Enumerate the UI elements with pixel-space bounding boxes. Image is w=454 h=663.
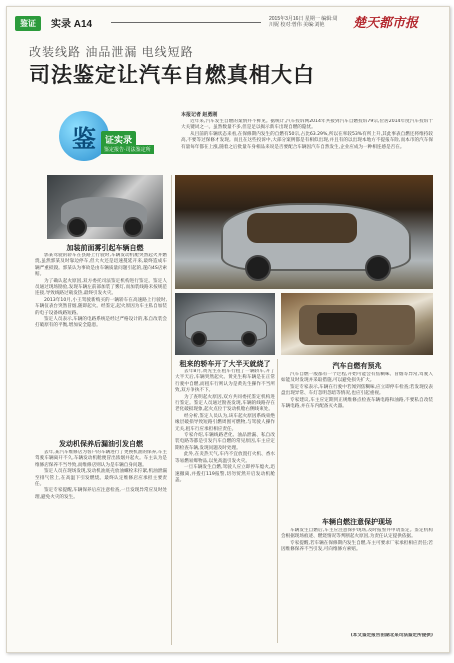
photo-burned-car-large [175,175,433,289]
left-paragraph: 2013年10月,小王驾驶新购买的一辆轿车在高速路上行驶时,车辆仪表台突然冒烟,随即起火。经鉴定,起火原因为车主私自加装的电子设备线路短路。 [35,297,167,316]
left-column-text [35,253,167,435]
left-photo-caption: 加装前面雾引起车辆自燃 [66,245,144,252]
header-rule [111,22,261,23]
section-badge: 鉴证 [15,16,41,31]
article-byline: 本报记者 赵勇刚 [181,112,218,118]
mid-paragraph: 此外,在炎热天气,车内不宜放置打火机、香水等易燃易爆物品,以免高温引发火灾。 [175,452,275,464]
mid-paragraph: 经分析,鉴定人员认为,该车起火原因系线束绝缘层破损导致短路引燃周围可燃物,与驾驶人操作无关,租车行应承担相应责任。 [175,413,275,432]
mid-paragraph: 一旦车辆发生自燃,驾驶人应立即停车熄火,迅速撤离,并拨打119报警,切勿贸然开启发动机舱盖。 [175,465,275,483]
right-section-heading-1: 汽车自燃有预兆 [332,363,382,370]
photo-burned-engine [47,175,163,239]
logo-bubble: 鉴 [59,111,109,161]
column-logo [59,111,163,169]
right-paragraph: 专家建议,车主应定期到正规维修点检查车辆电路和油路,不要私自改装车辆电路,并在车内配备灭火器。 [281,397,433,410]
intro-paragraph: 从目前的车辆状态来看,在保修期内发生的自燃有50宗,占比63.29%,所以在率较53%有所上升,其此事表自燃还将维持较高,不要等过保修才发现。而且在这些投诉中,大部分案例都是有相似出现,并且有的以出现本地方不提报车险,而本市的汽车保有量每年都在上涨,随着之后批量车身相品来说是否要配合车辆因汽车自然发生,企业应成为一种相连感是否在。 [181,131,433,150]
intro-paragraph: 近年来,汽车发生自燃的案情并不鲜见。据统计,汽车投诉网2014年共接到汽车自燃投诉79宗,位居2014年度汽车投诉十大关键词之一。虽然数量不多,但是足以揭示新车出现自燃的隐忧。 [181,119,433,131]
right-paragraph: 专家提醒,若车辆在保修期内发生自燃,车主可要求厂家承担相应责任;若因维修保养不当引发,可向维修方索赔。 [281,540,433,553]
right-paragraph: 车辆发生自燃后,车主应注意保护现场,及时报警并申请鉴定。鉴定机构会根据现场痕迹、燃烧情况等判断起火原因,为责任认定提供依据。 [281,528,433,540]
newspaper-page [6,6,450,653]
right-column-text-2 [281,528,433,628]
left-paragraph: 鉴定人员在现场发现,发动机油底壳放油螺栓未拧紧,机油泄漏至排气管上,在高温下引发燃烧。最终认定维修店应承担主要责任。 [35,469,167,488]
column-divider [171,175,172,645]
right-column-text-1 [281,372,433,512]
mid-column-text [175,369,275,643]
left-paragraph: 去年,某汽车维修店为客户的车辆进行了更换机油的保养,车主驾驶车辆离开不久,车辆发动机舱便冒出浓烟并起火。车主认为是维修店保养不当导致,而维修店则认为是车辆自身问题。 [35,450,167,468]
photo-burned-interior [281,293,433,355]
intro-text [181,119,433,171]
logo-caption: 鉴定报告·司法鉴定所 [101,145,154,154]
logo-label: 证实录 [101,131,136,148]
right-section-heading-2: 车辆自燃注意保护现场 [322,519,392,526]
right-paragraph: 汽车自燃一般都有一个过程,开始可能会有焦糊味、冒烟等异常,驾驶人如能及时发现并采取措施,可以避免损失扩大。 [281,372,433,384]
photo-rental-car [175,293,275,355]
dateline: 2015年3月16日 星期一 编辑:周川妮 校对:曾伟 美编:刘艳 [269,16,338,28]
left-column-text-2 [35,450,167,642]
mid-paragraph: 去年8月,黄先生在租车行租了一辆轿车,开了大半天后,车辆突然起火。黄先生称车辆是在正常行驶中自燃,而租车行则认为是黄先生操作不当所致,双方争执不下。 [175,369,275,394]
left-paragraph: 为了确认起火原因,双方委托司法鉴定机构进行鉴定。鉴定人员通过现场勘验,发现车辆左前部加装了雾灯,而加装线路未按规范连接,导致线路过载发热,最终引发火灾。 [35,278,167,297]
left-paragraph: 郭某驾驶的轿车在县路上行驶时,车辆发动机舱突然起火并燃烧,虽然郭某及时靠边停车,但大火还是迅速蔓延开来,最终造成车辆严重损毁。郭某认为事故是由车辆质量问题引起的,遂向4S店索赔。 [35,253,167,278]
mid-paragraph: 为了查明起火原因,双方共同委托鉴定机构进行鉴定。鉴定人员通过勘查发现,车辆的线路存在老化破损现象,起火点位于发动机舱右侧线束处。 [175,394,275,413]
mid-photo-caption: 租来的轿车开了大半天就烧了 [179,361,271,368]
article-title: 司法鉴定让汽车自燃真相大白 [29,64,315,87]
left-paragraph: 鉴定人员表示,车辆的电路系统是经过严格设计的,私自改装会打破原有的平衡,增加安全隐患。 [35,317,167,329]
page-header [7,7,449,33]
right-paragraph: 鉴定专家表示,车辆在行驶中若闻到焦糊味,应立即停车检查;若发现仪表盘出现异常、车灯忽明忽暗等情况,也应引起重视。 [281,384,433,397]
article-subtitle: 改装线路 油品泄漏 电线短路 [29,45,194,59]
left-section-heading: 发动机保养后漏油引发自燃 [59,441,143,448]
mid-paragraph: 专家介绍,车辆线路老化、油品泄漏、私自改装电路等都是引发汽车自燃的常见原因,车主应定期检查车辆,发现问题及时处理。 [175,433,275,451]
section-label: 实录 A14 [51,19,93,30]
column-divider [277,359,278,643]
left-paragraph: 鉴定专家提醒,车辆保养后应注意检查,一旦发现异常应及时处理,避免火灾的发生。 [35,488,167,500]
newspaper-brand: 楚天都市报 [353,16,419,31]
article-source-note: (本文鉴定报告由湖北某司法鉴定所提供) [350,633,433,638]
